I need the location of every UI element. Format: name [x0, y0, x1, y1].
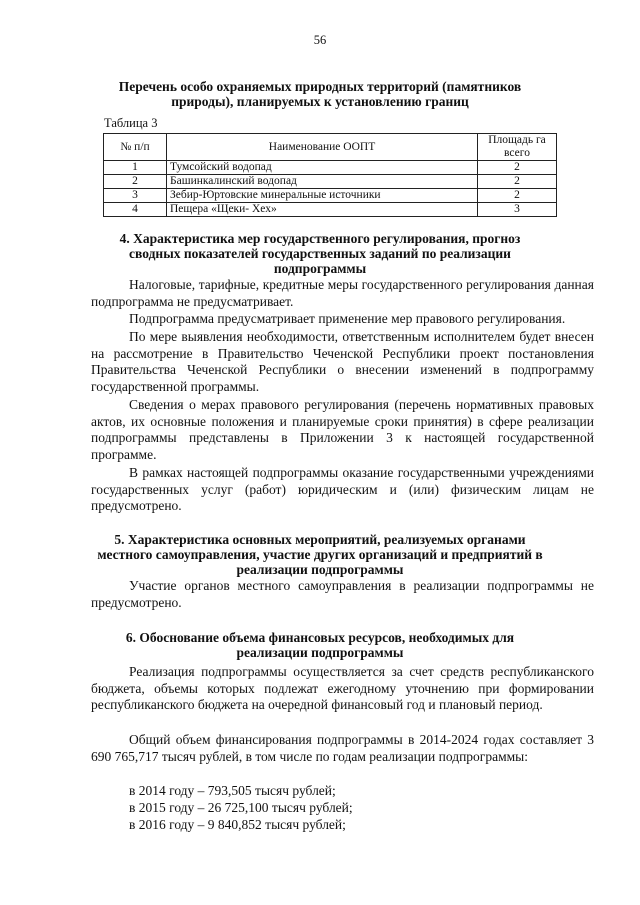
- row-number: 2: [104, 175, 167, 189]
- section-4-paragraph: Сведения о мерах правового регулирования (перечень нормативных правовых актов, их основные положения и планируемые сроки принятия) в сфере реализации подпрограммы представлены в Приложении 3 к настоящей государственной программе.: [91, 397, 594, 462]
- header-number: № п/п: [104, 134, 167, 161]
- table-caption: Таблица 3: [104, 116, 158, 130]
- row-area: 2: [478, 175, 557, 189]
- section-5-heading: 5. Характеристика основных мероприятий, реализуемых органами местного самоуправления, участие других организаций и предприятий в реализации подпрограммы: [97, 532, 543, 577]
- table-row: [104, 203, 557, 217]
- page-number: 56: [313, 33, 327, 47]
- table-title: Перечень особо охраняемых природных территорий (памятников природы), планируемых к установлению границ: [118, 79, 522, 109]
- section-4-paragraph: Подпрограмма предусматривает применение мер правового регулирования.: [129, 311, 566, 326]
- row-name: Пещера «Щеки- Хех»: [167, 203, 478, 217]
- funding-year-item: в 2014 году – 793,505 тысяч рублей;: [129, 783, 336, 798]
- funding-year-item: в 2015 году – 26 725,100 тысяч рублей;: [129, 800, 353, 815]
- row-area: 3: [478, 203, 557, 217]
- section-4-heading: 4. Характеристика мер государственного регулирования, прогноз сводных показателей государственных заданий по реализации подпрограммы: [119, 231, 521, 276]
- row-area: 2: [478, 161, 557, 175]
- row-name: Тумсойский водопад: [167, 161, 478, 175]
- funding-year-item: в 2016 году – 9 840,852 тысяч рублей;: [129, 817, 346, 832]
- row-number: 3: [104, 189, 167, 203]
- row-area: 2: [478, 189, 557, 203]
- section-4-paragraph: Налоговые, тарифные, кредитные меры государственного регулирования данная подпрограмма не предусматривает.: [91, 277, 594, 309]
- table-row: [104, 161, 557, 175]
- header-name: Наименование ООПТ: [167, 134, 478, 161]
- table-header-row: [104, 134, 557, 161]
- section-6-paragraph: Реализация подпрограммы осуществляется за счет средств республиканского бюджета, объемы которых подлежат ежегодному уточнению при формировании республиканского бюджета на очередной финансовый год и плановый период.: [91, 664, 594, 712]
- protected-areas-table: [103, 133, 557, 217]
- section-5-paragraph: Участие органов местного самоуправления в реализации подпрограммы не предусмотрено.: [91, 578, 594, 610]
- header-area: Площадь га всего: [478, 134, 557, 161]
- section-6-heading: 6. Обоснование объема финансовых ресурсов, необходимых для реализации подпрограммы: [125, 630, 515, 660]
- row-number: 1: [104, 161, 167, 175]
- section-4-paragraph: По мере выявления необходимости, ответственным исполнителем будет внесен на рассмотрение в Правительство Чеченской Республики проект постановления Правительства Чеченской Республики о внесении изменений в подпрограмму государственной программы.: [91, 329, 594, 394]
- row-number: 4: [104, 203, 167, 217]
- section-4-paragraph: В рамках настоящей подпрограммы оказание государственными учреждениями государственных услуг (работ) юридическим и (или) физическим лицам не предусмотрено.: [91, 465, 594, 513]
- row-name: Башинкалинский водопад: [167, 175, 478, 189]
- row-name: Зебир-Юртовские минеральные источники: [167, 189, 478, 203]
- table-row: [104, 189, 557, 203]
- table-row: [104, 175, 557, 189]
- section-6-paragraph: Общий объем финансирования подпрограммы в 2014-2024 годах составляет 3 690 765,717 тысяч рублей, в том числе по годам реализации подпрограммы:: [91, 732, 594, 764]
